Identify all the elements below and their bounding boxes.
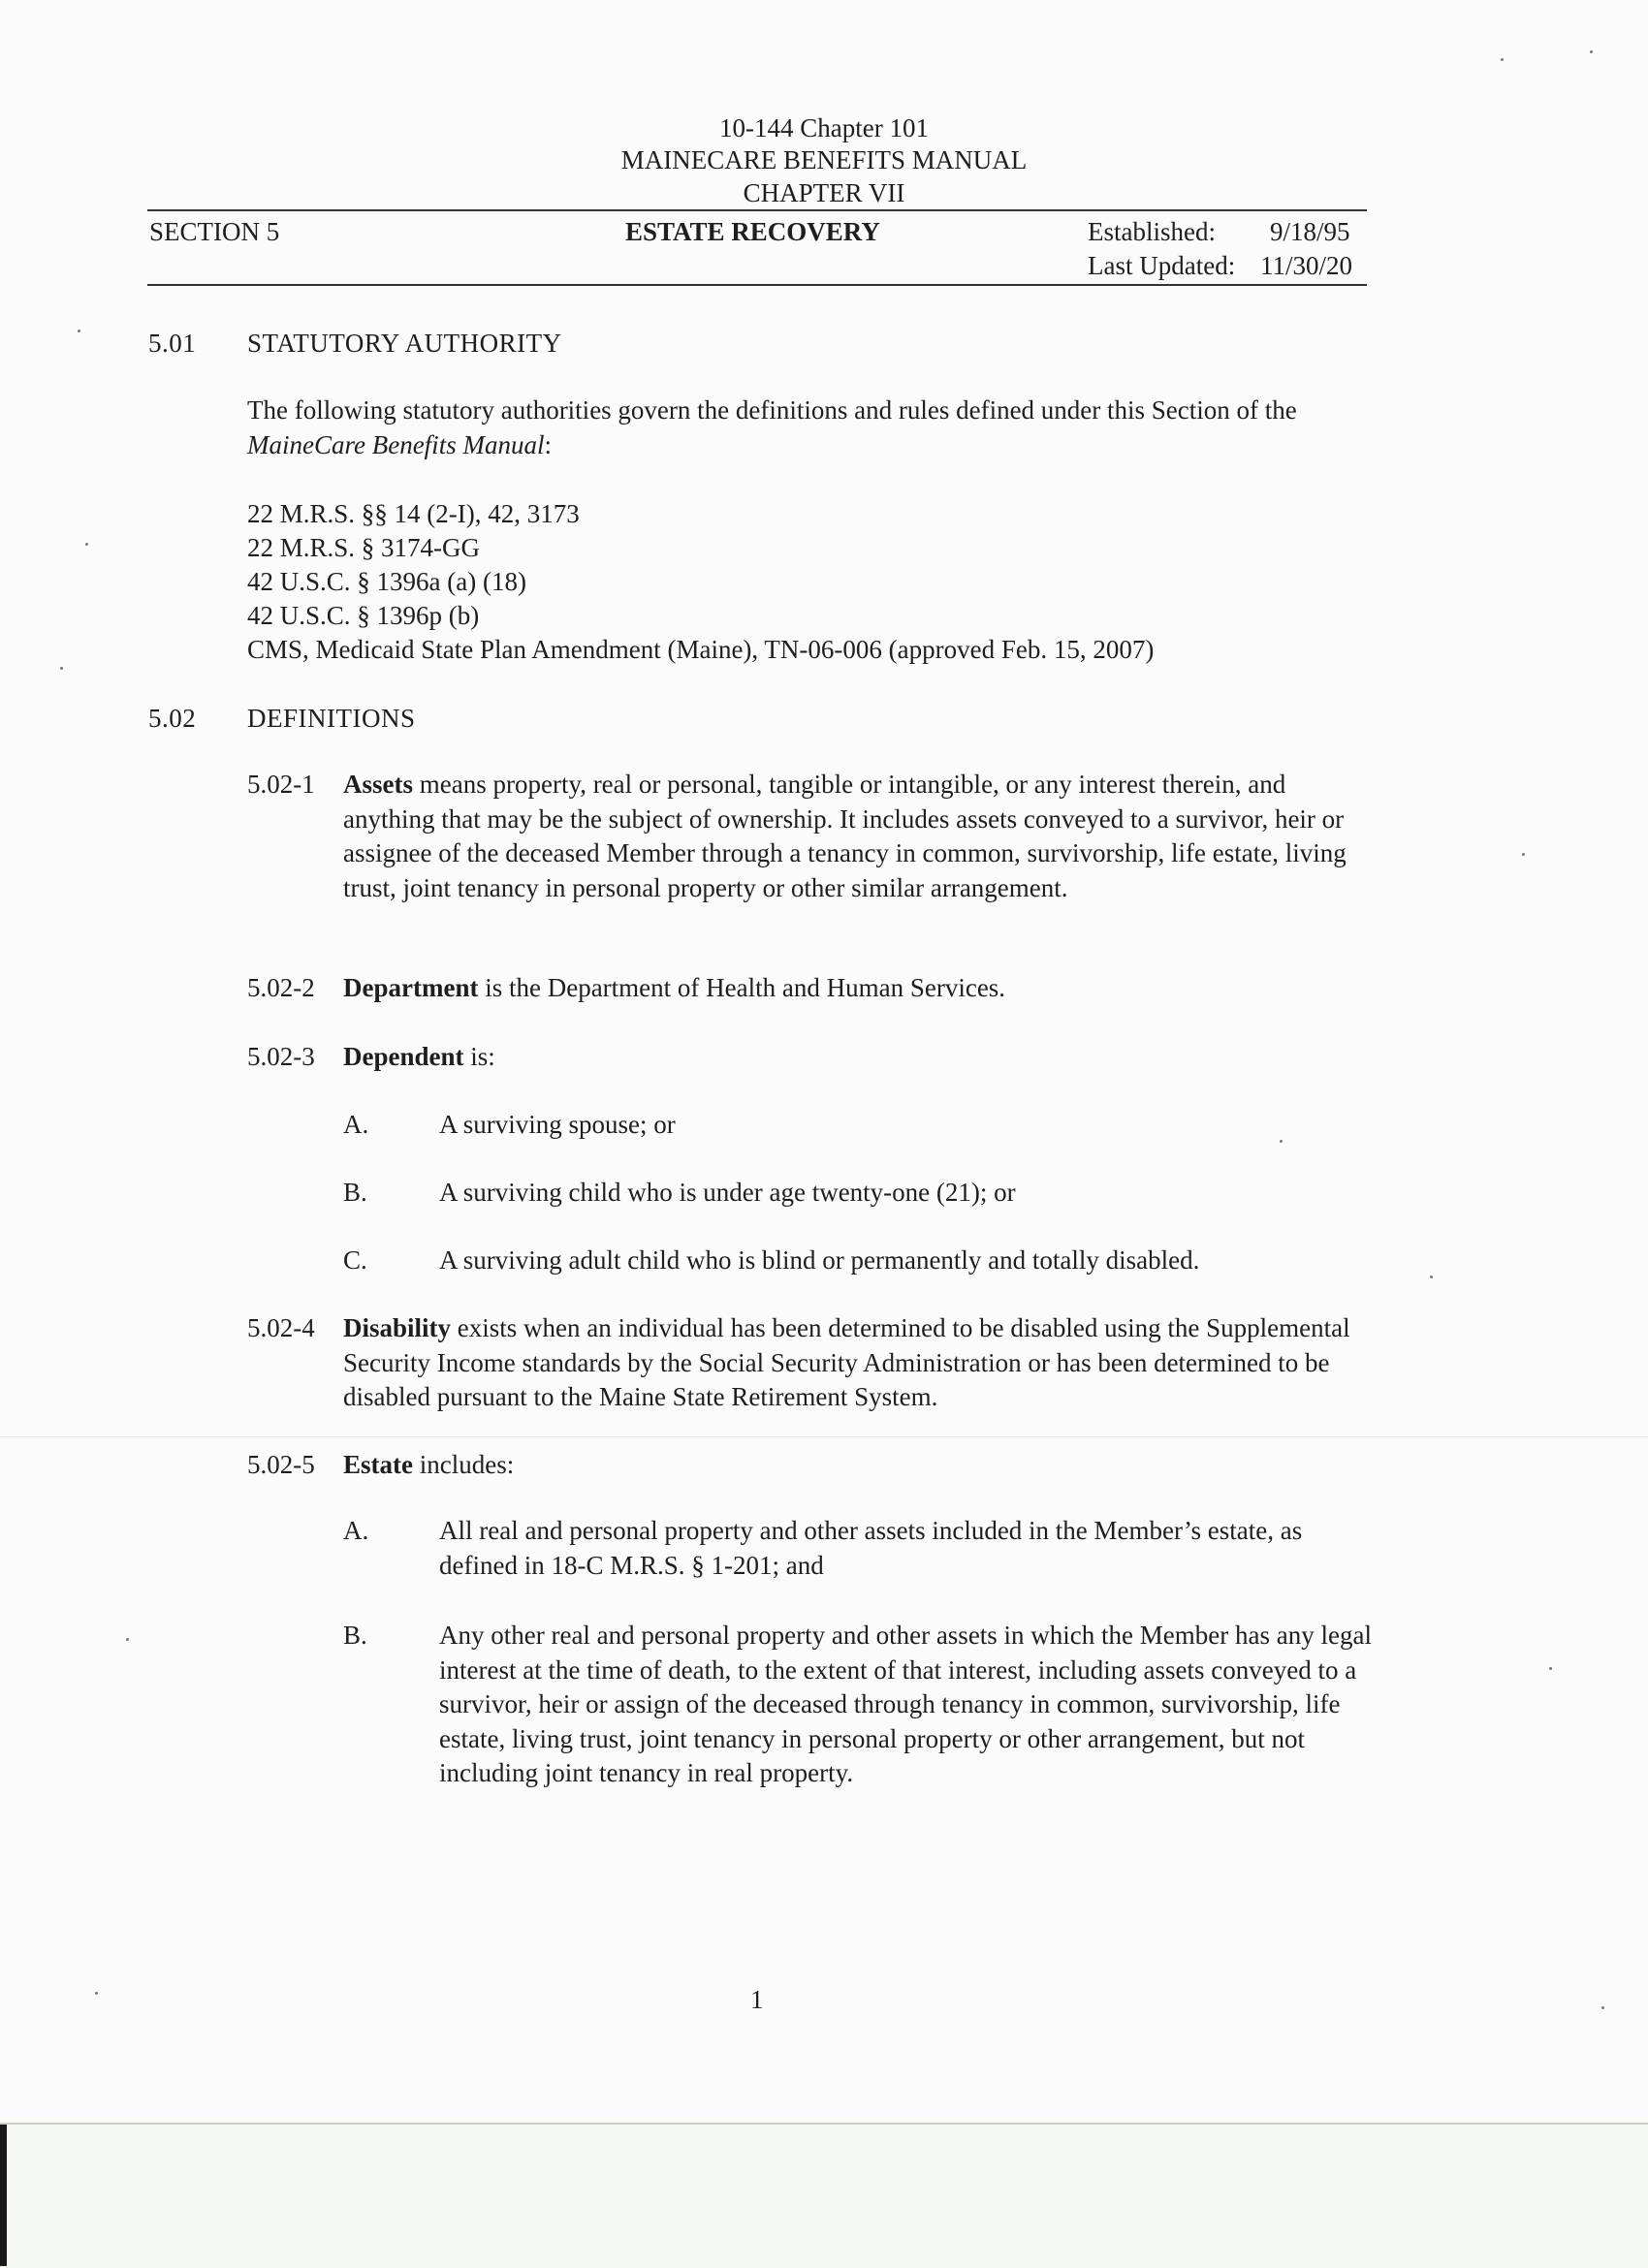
section-title: ESTATE RECOVERY	[625, 217, 880, 246]
section-label: SECTION 5	[149, 217, 280, 246]
list-letter: B.	[343, 1178, 367, 1207]
established-date: 9/18/95	[1270, 217, 1350, 246]
definition-number: 5.02-1	[247, 770, 315, 799]
list-item: A surviving spouse; or	[439, 1110, 676, 1139]
definition-dependent	[343, 1040, 1373, 1075]
scan-speck	[85, 543, 88, 546]
list-item: A surviving child who is under age twenty-one (21); or	[439, 1178, 1016, 1207]
definition-text: is:	[463, 1042, 495, 1071]
scan-speck	[78, 330, 80, 332]
list-item: Any other real and personal property and other assets in which the Member has any legal interest at the time of death, to the extent of that interest, including assets conveyed to a survivor, heir or assign of the deceased through tenancy in common, survivorship, life estate, living trust, joint tenancy in personal property or other arrangement, but not including joint tenancy in real property.	[439, 1621, 1372, 1787]
definition-number: 5.02-2	[247, 973, 315, 1002]
statutory-intro	[247, 394, 1362, 462]
header-rule-bottom	[147, 284, 1367, 286]
chapter-title: CHAPTER VII	[743, 178, 905, 207]
scanner-bed	[0, 2123, 1648, 2268]
scan-speck	[60, 667, 63, 670]
section-heading-502: DEFINITIONS	[247, 704, 416, 733]
definition-disability	[343, 1311, 1373, 1415]
definition-assets	[343, 768, 1373, 905]
list-letter: A.	[343, 1110, 369, 1139]
scan-speck	[1590, 50, 1593, 53]
updated-label: Last Updated:	[1088, 251, 1236, 280]
authority-item: CMS, Medicaid State Plan Amendment (Maine), TN-06-006 (approved Feb. 15, 2007)	[247, 635, 1155, 664]
scan-fold-line	[0, 1436, 1648, 1437]
manual-name: MaineCare Benefits Manual	[247, 429, 545, 459]
updated-date: 11/30/20	[1260, 251, 1353, 280]
scan-speck	[1501, 58, 1504, 61]
definition-text: exists when an individual has been determined to be disabled using the Supplemental Security Income standards by the Social Security Administration or has been determined to be disabled pursuant to the Maine State Retirement System.	[343, 1313, 1350, 1411]
definition-term: Estate	[343, 1450, 413, 1479]
definition-term: Disability	[343, 1313, 452, 1342]
scan-speck	[1280, 1140, 1283, 1143]
definition-term: Dependent	[343, 1042, 464, 1071]
definition-estate	[343, 1448, 1373, 1483]
definition-term: Assets	[343, 770, 413, 799]
definition-number: 5.02-4	[247, 1313, 315, 1342]
list-letter: A.	[343, 1516, 369, 1545]
intro-colon: :	[544, 429, 552, 459]
definition-term: Department	[343, 973, 479, 1002]
scan-speck	[1601, 2006, 1604, 2009]
section-number-502: 5.02	[148, 704, 197, 733]
scan-speck	[1430, 1276, 1433, 1278]
authority-item: 42 U.S.C. § 1396p (b)	[247, 601, 480, 630]
definition-number: 5.02-5	[247, 1450, 315, 1479]
definition-number: 5.02-3	[247, 1042, 315, 1071]
definition-department	[343, 971, 1373, 1006]
header-rule-top	[147, 209, 1367, 211]
list-letter: B.	[343, 1621, 367, 1650]
list-item: All real and personal property and other assets included in the Member’s estate, as defined in 18-C M.R.S. § 1-201; and	[439, 1516, 1303, 1580]
section-number-501: 5.01	[148, 329, 197, 358]
definition-text: includes:	[412, 1450, 515, 1479]
page-number: 1	[750, 1985, 764, 2014]
authority-item: 42 U.S.C. § 1396a (a) (18)	[247, 567, 526, 596]
list-letter: C.	[343, 1245, 367, 1275]
scan-speck	[95, 1992, 98, 1995]
scan-speck	[126, 1638, 129, 1641]
intro-text: The following statutory authorities govern the definitions and rules defined under this Section of the	[247, 395, 1297, 425]
manual-title: MAINECARE BENEFITS MANUAL	[620, 145, 1028, 174]
definition-text: is the Department of Health and Human Services.	[478, 973, 1006, 1002]
scan-speck	[1549, 1667, 1552, 1670]
definition-text: means property, real or personal, tangible or intangible, or any interest therein, and anything that may be the subject of ownership. It includes assets conveyed to a survivor, heir or assignee of the deceased Member through a tenancy in common, survivorship, life estate, living trust, joint tenancy in personal property or other similar arrangement.	[343, 770, 1347, 902]
established-label: Established:	[1088, 217, 1216, 246]
authority-item: 22 M.R.S. §§ 14 (2-I), 42, 3173	[247, 499, 580, 528]
scan-speck	[1522, 853, 1525, 856]
chapter-number: 10-144 Chapter 101	[719, 113, 929, 142]
list-item: A surviving adult child who is blind or permanently and totally disabled.	[439, 1245, 1200, 1275]
scanner-edge	[0, 2125, 7, 2266]
section-heading-501: STATUTORY AUTHORITY	[247, 329, 562, 358]
authority-item: 22 M.R.S. § 3174-GG	[247, 533, 481, 562]
